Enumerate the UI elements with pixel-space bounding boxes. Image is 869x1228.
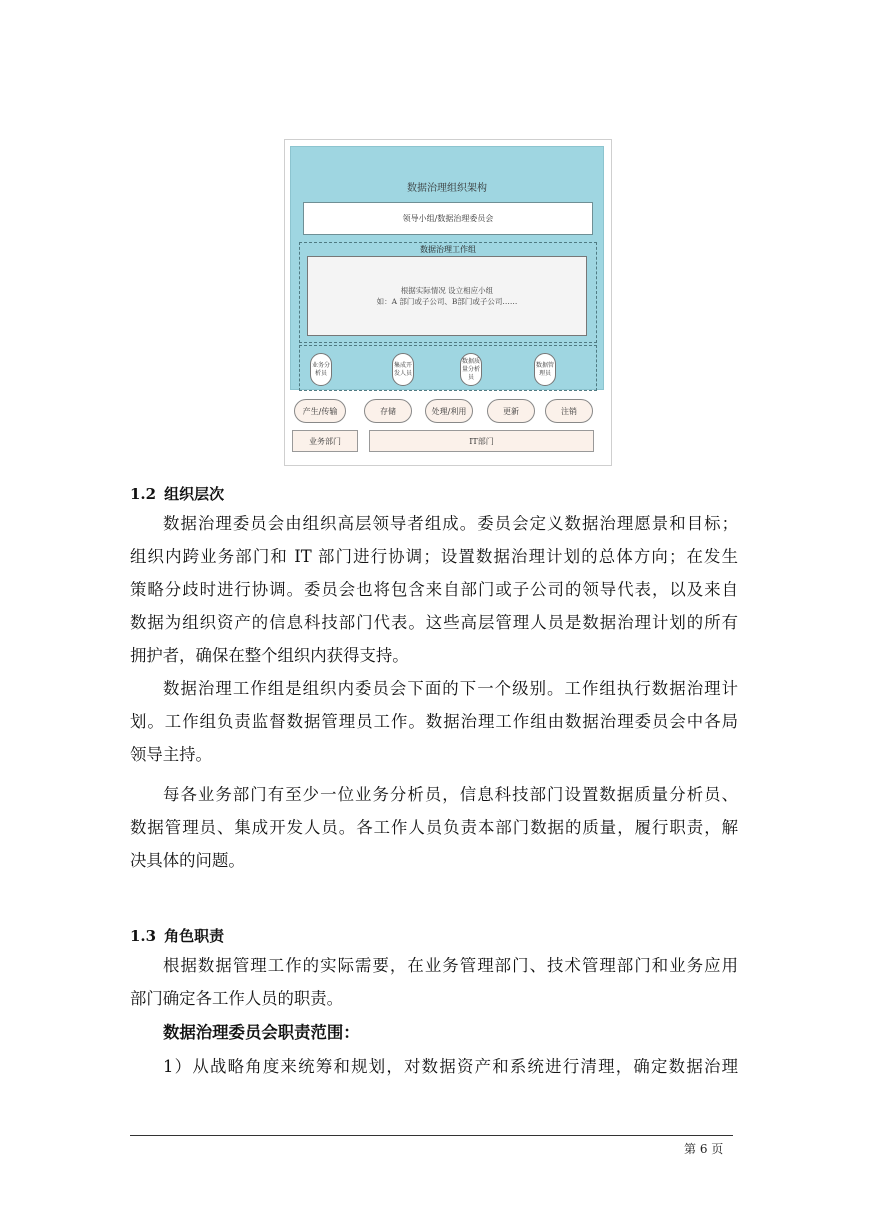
paragraph-line: 根据数据管理工作的实际需要，在业务管理部门、技术管理部门和业务应用 bbox=[163, 956, 738, 975]
role-business-analyst: 业务分 析员 bbox=[310, 353, 332, 386]
working-group-box bbox=[299, 242, 597, 343]
stage-cancel: 注销 bbox=[545, 399, 593, 423]
section-1-2-number: 1.2 bbox=[130, 485, 157, 503]
paragraph-line: 拥护者，确保在整个组织内获得支持。 bbox=[130, 646, 409, 665]
paragraph-line: 每各业务部门有至少一位业务分析员，信息科技部门设置数据质量分析员、 bbox=[163, 785, 738, 804]
org-structure-diagram bbox=[284, 139, 612, 466]
page-number: 第 6 页 bbox=[684, 1142, 724, 1156]
paragraph-line: 领导主持。 bbox=[130, 745, 212, 764]
paragraph-line: 数据治理委员会由组织高层领导者组成。委员会定义数据治理愿景和目标； bbox=[163, 514, 738, 533]
role-data-quality-analyst: 数据质 量分析 员 bbox=[460, 353, 482, 386]
stage-store: 存储 bbox=[364, 399, 412, 423]
paragraph-line: 组织内跨业务部门和 IT 部门进行协调；设置数据治理计划的总体方向；在发生 bbox=[130, 547, 738, 566]
working-group-note-2: 如：A 部门或子公司、B部门或子公司…… bbox=[376, 297, 518, 306]
paragraph-line: 部门确定各工作人员的职责。 bbox=[130, 989, 344, 1008]
roles-box bbox=[299, 345, 597, 391]
role-integration-developer: 集成开 发人员 bbox=[392, 353, 414, 386]
section-1-3-heading bbox=[130, 925, 224, 946]
working-group-note-1: 根据实际情况 设立相应小组 bbox=[400, 286, 494, 295]
working-group-note-box bbox=[307, 256, 587, 336]
list-item: 1）从战略角度来统筹和规划，对数据资产和系统进行清理，确定数据治理 bbox=[163, 1057, 738, 1076]
dept-it: IT部门 bbox=[369, 430, 594, 452]
diagram-title: 数据治理组织架构 bbox=[407, 183, 487, 194]
dept-business: 业务部门 bbox=[292, 430, 358, 452]
leadership-box: 领导小组/数据治理委员会 bbox=[303, 202, 593, 235]
paragraph-line: 数据管理员、集成开发人员。各工作人员负责本部门数据的质量，履行职责，解 bbox=[130, 818, 738, 837]
section-1-2-heading bbox=[130, 483, 224, 504]
diagram-frame bbox=[290, 146, 604, 390]
paragraph-line: 决具体的问题。 bbox=[130, 851, 245, 870]
subheading: 数据治理委员会职责范围： bbox=[163, 1023, 360, 1042]
role-data-steward: 数据管 理员 bbox=[534, 353, 556, 386]
footer-rule bbox=[130, 1135, 733, 1136]
stage-update: 更新 bbox=[487, 399, 535, 423]
section-1-3-number: 1.3 bbox=[130, 927, 157, 945]
section-1-2-title: 组织层次 bbox=[164, 485, 225, 503]
working-group-title: 数据治理工作组 bbox=[420, 245, 476, 254]
paragraph-line: 数据治理工作组是组织内委员会下面的下一个级别。工作组执行数据治理计 bbox=[163, 679, 738, 698]
paragraph-line: 策略分歧时进行协调。委员会也将包含来自部门或子公司的领导代表，以及来自 bbox=[130, 580, 738, 599]
section-1-3-title: 角色职责 bbox=[164, 927, 225, 945]
paragraph-line: 数据为组织资产的信息科技部门代表。这些高层管理人员是数据治理计划的所有 bbox=[130, 613, 738, 632]
stage-produce-transfer: 产生/传输 bbox=[294, 399, 346, 423]
paragraph-line: 划。工作组负责监督数据管理员工作。数据治理工作组由数据治理委员会中各局 bbox=[130, 712, 738, 731]
stage-process-use: 处理/利用 bbox=[425, 399, 473, 423]
